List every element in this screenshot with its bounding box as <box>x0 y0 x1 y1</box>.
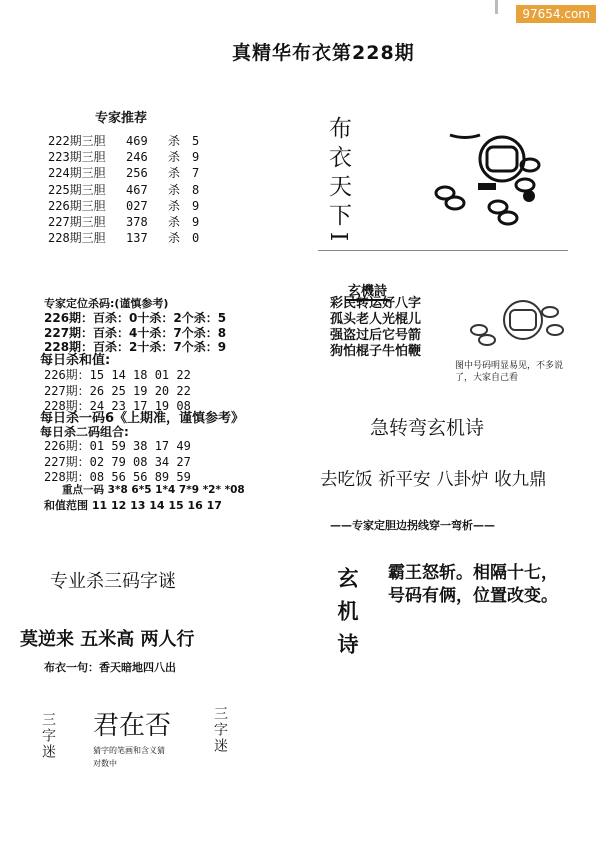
rec-kill-value: 8 <box>192 182 200 197</box>
divider-line <box>318 250 568 251</box>
rec-kill-value: 0 <box>192 231 200 246</box>
daily-two-heading: 每日杀二码组合: <box>40 425 129 439</box>
rec-kill-label: 杀 <box>168 134 181 148</box>
daily-kill-one: 每日杀一码6《上期准，谨慎参考》 <box>40 411 245 426</box>
bead <box>471 325 487 335</box>
rec-kill-label: 杀 <box>168 182 181 197</box>
riddle-note-2: 对数中 <box>93 759 117 768</box>
coin-square-hole <box>510 310 536 330</box>
rec-digits: 137 <box>126 231 148 246</box>
sharp-turn-heading: 急转弯玄机诗 <box>370 417 485 439</box>
xuanji-heading: 玄機詩 <box>345 280 390 301</box>
xuanji-poem <box>330 296 421 360</box>
coin-stroke <box>450 135 480 138</box>
expert-rec-list <box>48 133 206 246</box>
rec-digits: 027 <box>126 198 148 213</box>
expert-rec-row <box>48 230 206 246</box>
rec-kill-value: 9 <box>192 198 200 213</box>
riddle-right-vertical: 三字迷 <box>212 706 228 754</box>
buyi-text: 布衣天下 <box>325 116 351 232</box>
bead <box>547 325 563 335</box>
xuanjishi-line: 号码有俩，位置改变。 <box>388 586 558 606</box>
riddle-sentence: 布衣一句：香天暗地四八出 <box>44 661 176 674</box>
rec-kill-label: 杀 <box>168 150 181 165</box>
rec-digits: 467 <box>126 182 148 197</box>
daily-two-row: 227期：02 79 08 34 27 <box>44 454 191 469</box>
expert-rec-heading: 专家推荐 <box>95 111 148 126</box>
poem-line: 狗怕棍子牛怕鞭 <box>330 344 422 359</box>
daily-sum-list <box>44 368 191 415</box>
position-kill-row: 228期：百杀：2十杀：7个杀：9 <box>44 340 227 354</box>
rec-issue: 228期三胆 <box>48 231 106 246</box>
rec-kill-value: 7 <box>192 166 200 181</box>
riddle-note: 猜字的笔画和含义猜 <box>93 746 165 755</box>
position-kill-heading: 专家定位杀码:(谨慎参考) <box>44 297 169 310</box>
rec-digits: 378 <box>126 215 148 230</box>
poem-line: 强盗过后它号箭 <box>330 328 422 343</box>
expert-rec-row <box>48 165 206 181</box>
rec-digits: 256 <box>126 166 148 181</box>
rec-digits: 469 <box>126 134 148 148</box>
daily-sum-heading: 每日杀和值: <box>40 353 111 368</box>
watermark-divider <box>495 0 498 14</box>
daily-two-list <box>44 439 191 486</box>
daily-sum-row: 228期：24 23 17 19 08 <box>44 399 191 413</box>
rec-issue: 226期三胆 <box>48 198 106 213</box>
expert-rec-row <box>48 133 206 149</box>
expert-rec-row <box>48 198 206 214</box>
xuanji-caption: 图中号码明显易见，不多说了，大家自己看 <box>455 361 564 383</box>
expert-rec-row <box>48 182 206 198</box>
riddle-phrase: 莫逆来 五米高 两人行 <box>20 629 195 650</box>
position-kill-row: 226期：百杀：0十杀：2个杀：5 <box>44 311 227 325</box>
rec-issue: 223期三胆 <box>48 150 106 165</box>
sum-range-line: 和值范围 11 12 13 14 15 16 17 <box>44 499 222 512</box>
rec-kill-label: 杀 <box>168 215 181 230</box>
coin-puzzle-illustration <box>430 125 550 240</box>
sharp-turn-line: 去吃饭 祈平安 八卦炉 收九鼎 <box>320 470 547 490</box>
coin-square-hole <box>487 147 517 171</box>
buyi-suffix: I <box>325 232 351 248</box>
rec-kill-label: 杀 <box>168 166 181 181</box>
ingot-shape <box>478 183 496 190</box>
position-kill-list <box>44 311 226 355</box>
expert-banner: ——专家定胆边拐线穿一弯析—— <box>330 519 495 532</box>
rec-kill-label: 杀 <box>168 198 181 213</box>
daily-two-row: 228期：08 56 56 89 59 <box>44 470 191 484</box>
site-watermark: 97654.com <box>516 5 596 23</box>
riddle-left-vertical: 三字迷 <box>40 712 56 760</box>
rec-issue: 227期三胆 <box>48 215 106 230</box>
rec-kill-value: 5 <box>192 134 200 148</box>
key-number-line: 重点一码 3*8 6*5 1*4 7*9 *2* *08 <box>62 484 245 496</box>
bead-puzzle-illustration <box>465 290 575 360</box>
xuanjishi-vertical: 玄机诗 <box>335 567 359 666</box>
rec-kill-label: 杀 <box>168 231 181 246</box>
rec-kill-value: 9 <box>192 215 200 230</box>
expert-rec-row <box>48 149 206 165</box>
rec-issue: 224期三胆 <box>48 166 106 181</box>
daily-sum-row: 226期：15 14 18 01 22 <box>44 368 191 382</box>
rec-digits: 246 <box>126 150 148 165</box>
rec-issue: 222期三胆 <box>48 134 106 148</box>
bead <box>446 197 464 209</box>
daily-two-row: 226期：01 59 38 17 49 <box>44 439 191 453</box>
dark-bead <box>523 190 535 202</box>
bead <box>542 307 558 317</box>
poem-line: 孤头老人光棍儿 <box>330 312 422 327</box>
rec-kill-value: 9 <box>192 150 200 165</box>
buyi-vertical-title <box>322 116 355 247</box>
daily-sum-row: 227期：26 25 19 20 22 <box>44 383 191 398</box>
position-kill-row: 227期：百杀：4十杀：7个杀：8 <box>44 325 227 340</box>
bead <box>516 179 534 191</box>
riddle-center-word: 君在否 <box>93 711 172 741</box>
bead <box>479 335 495 345</box>
riddle-heading: 专业杀三码字谜 <box>50 571 176 592</box>
expert-rec-row <box>48 214 206 230</box>
bead <box>499 212 517 224</box>
poem-line: 彩民转运好八字 <box>330 296 422 311</box>
rec-issue: 225期三胆 <box>48 182 106 197</box>
xuanjishi-line: 霸王怒斩。相隔十七， <box>388 563 558 583</box>
xuanjishi-lines <box>388 562 558 608</box>
page-title: 真精华布衣第228期 <box>232 42 415 64</box>
